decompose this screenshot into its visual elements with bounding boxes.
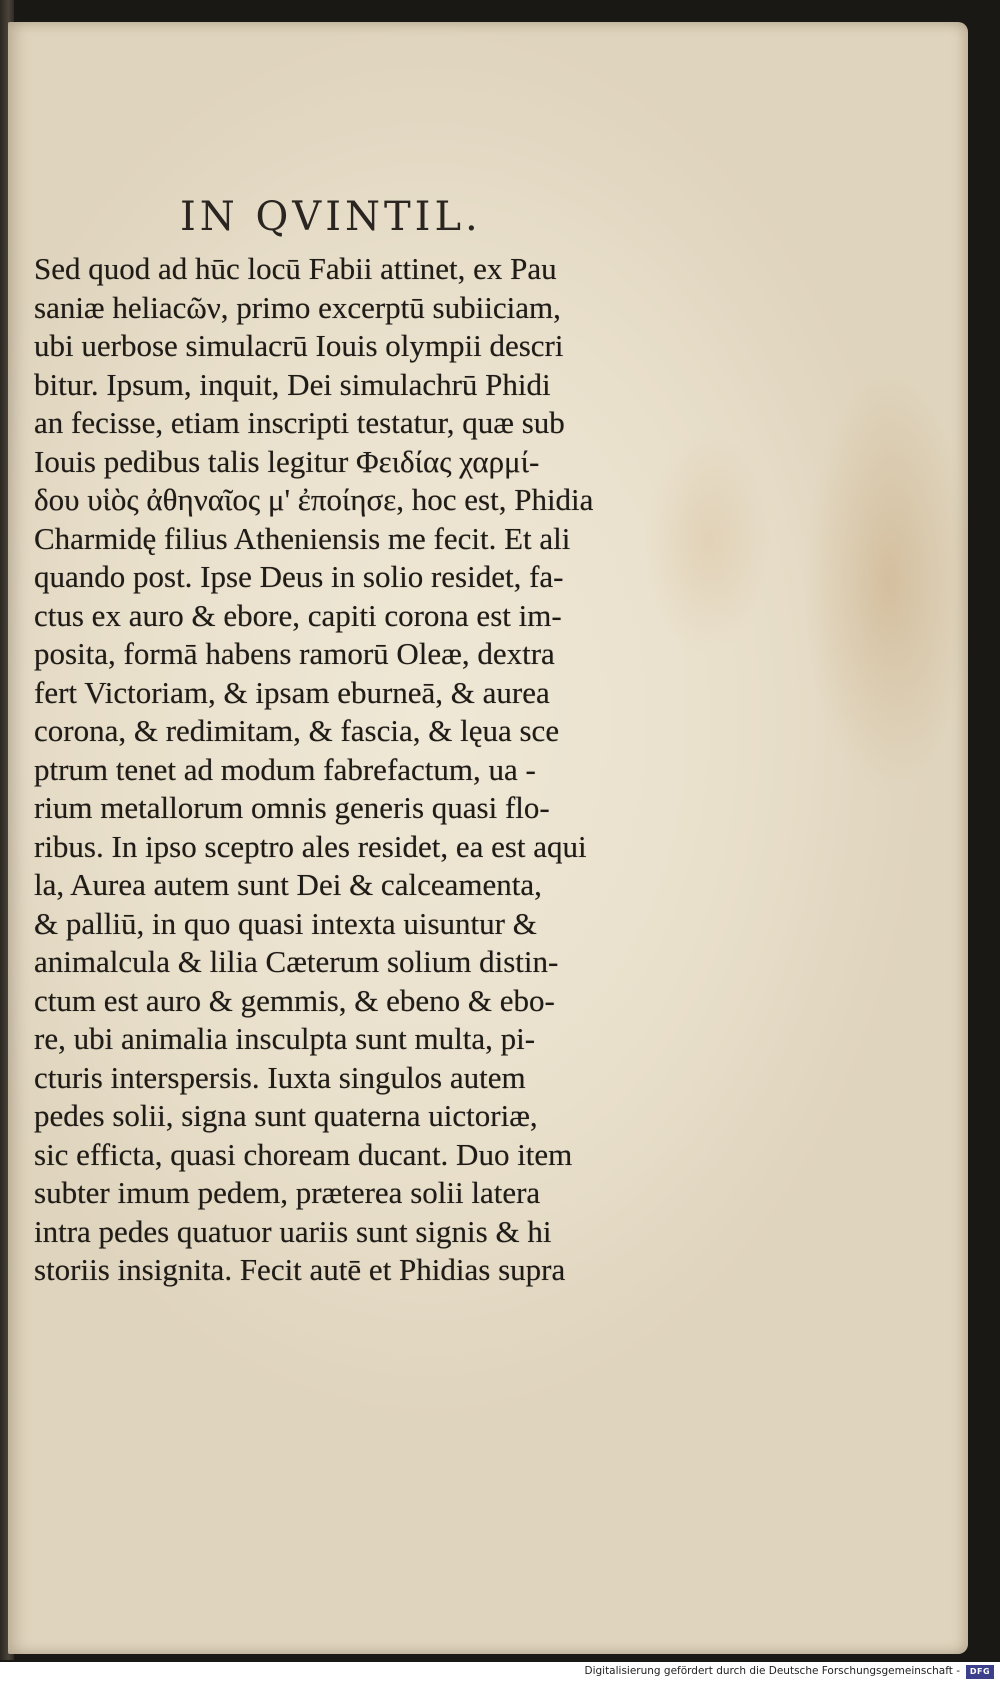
text-line: posita, formā habens ramorū Oleæ, dextra — [34, 636, 555, 671]
text-line: intra pedes quatuor uariis sunt signis & hi — [34, 1213, 552, 1249]
text-line: ctus ex auro & ebore, capiti corona est im- — [34, 597, 562, 633]
text-line: Sed quod ad hūc locū Fabii attinet, ex Pau — [34, 251, 557, 286]
text-line: cturis interspersis. Iuxta singulos autem — [34, 1059, 526, 1095]
text-line: fert Victoriam, & ipsam eburneā, & aurea — [34, 674, 550, 710]
text-line: rium metallorum omnis generis quasi flo- — [34, 790, 550, 825]
text-line: saniæ heliacῶν, primo excerptū subiiciam, — [34, 289, 561, 325]
dfg-logo-icon: DFG — [966, 1665, 994, 1679]
text-line: & palliū, in quo quasi intexta uisuntur & — [34, 905, 537, 941]
text-line: subter imum pedem, præterea solii latera — [34, 1175, 541, 1210]
footer-bar — [0, 1662, 1000, 1684]
text-block — [34, 250, 714, 1290]
text-line: pedes solii, signa sunt quaterna uictoriæ, — [34, 1098, 538, 1133]
text-line: ubi uerbose simulacrū Iouis olympii descri — [34, 328, 564, 363]
text-line: bitur. Ipsum, inquit, Dei simulachrū Phidi — [34, 366, 551, 402]
running-head: IN QVINTIL. — [180, 194, 482, 240]
text-line: storiis insignita. Fecit autē et Phidias supra — [34, 1252, 566, 1287]
text-line: Iouis pedibus talis legitur Φειδίας χαρμί- — [34, 443, 540, 479]
text-line: quando post. Ipse Deus in solio residet, fa- — [34, 559, 564, 594]
text-line: ribus. In ipso sceptro ales residet, ea est aqui — [34, 828, 587, 864]
text-line: la, Aurea autem sunt Dei & calceamenta, — [34, 867, 542, 902]
text-line: corona, & redimitam, & fascia, & lęua sce — [34, 713, 560, 748]
text-line: δου υἱὸς ἀθηναῖος μ' ἐποίησε, hoc est, Phidia — [34, 482, 594, 517]
text-line: Charmidę filius Atheniensis me fecit. Et ali — [34, 520, 571, 556]
text-line: re, ubi animalia insculpta sunt multa, pi- — [34, 1021, 536, 1056]
text-line: sic efficta, quasi choream ducant. Duo item — [34, 1136, 573, 1172]
book-page — [8, 22, 968, 1654]
text-line: ptrum tenet ad modum fabrefactum, ua - — [34, 751, 536, 787]
text-line: animalcula & lilia Cæterum solium distin- — [34, 944, 559, 979]
text-line: an fecisse, etiam inscripti testatur, quæ sub — [34, 405, 565, 440]
funding-credit: Digitalisierung gefördert durch die Deutsche Forschungsgemeinschaft - — [584, 1665, 960, 1677]
text-line: ctum est auro & gemmis, & ebeno & ebo- — [34, 982, 555, 1018]
